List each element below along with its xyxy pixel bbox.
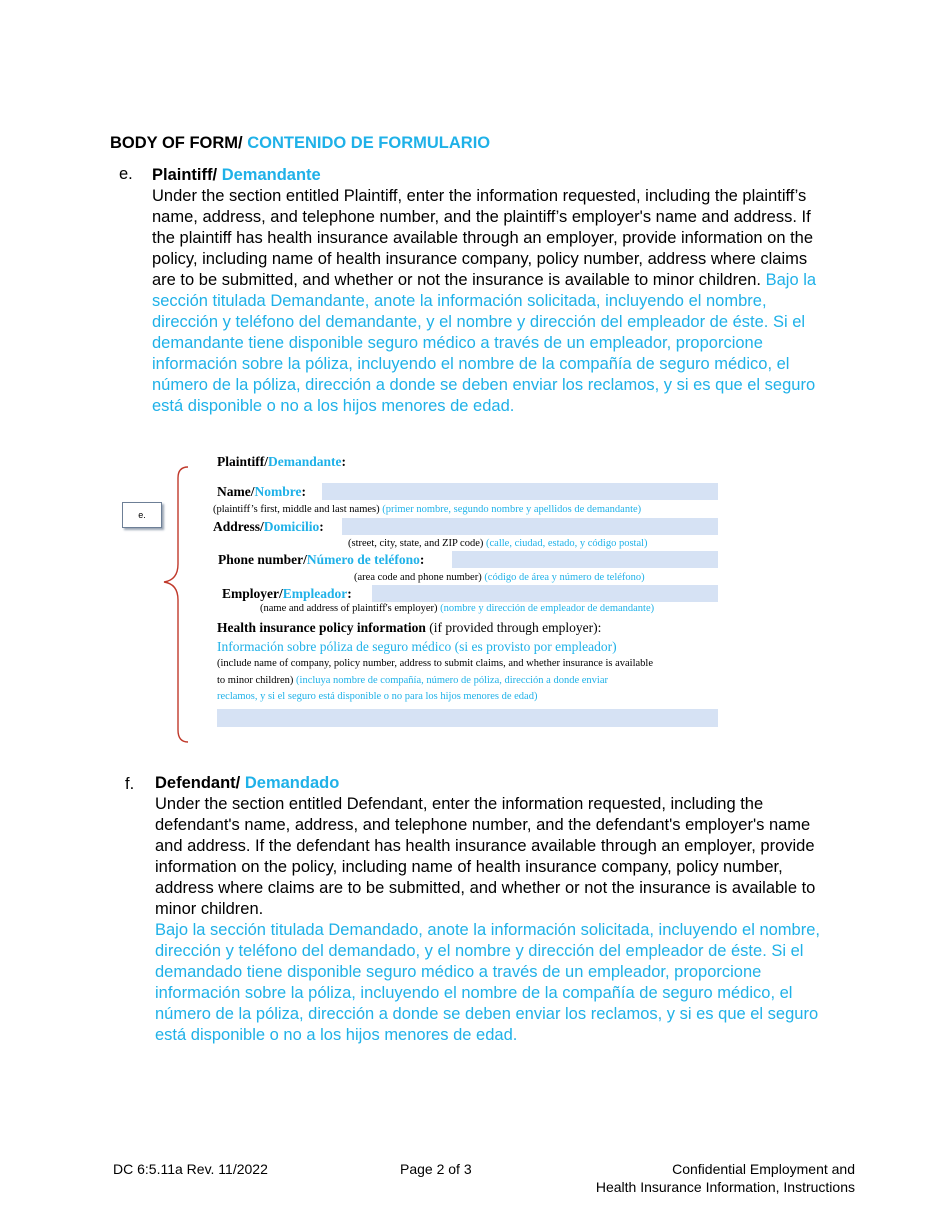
health-label-bold: Health insurance policy information [217,620,426,635]
address-field[interactable] [342,518,718,535]
address-hint-es: (calle, ciudad, estado, y código postal) [486,538,648,549]
address-hint [348,538,648,549]
footer-title [596,1160,855,1196]
health-hint-es-2: reclamos, y si el seguro está disponible o no para los hijos menores de edad) [217,691,538,702]
form-header [217,454,346,470]
health-field[interactable] [217,709,718,727]
employer-field[interactable] [372,585,718,602]
footer-title-line2: Health Insurance Information, Instructions [595,1179,855,1195]
item-e-body-es: Bajo la sección titulada Demandante, anote la información solicitada, incluyendo el nombre, dirección y teléfono del demandante, y el nombre y dirección del empleador de éste. Si el demandante tiene disponible seguro médico a través de un empleador, proporcione información sobre la póliza, incluyendo el nombre de la compañía de seguro médico, el número de la póliza, dirección a donde se deben enviar los reclamos, y si es que el seguro está disponible o no a los hijos menores de edad. [152,271,817,415]
employer-label: Employer/Empleador: [222,586,352,601]
item-f-heading-es: Demandado [244,774,340,792]
item-e-heading [152,165,824,186]
phone-label: Phone number/Número de teléfono: [218,552,425,567]
item-e-letter: e. [119,165,133,183]
health-hint-en-2: to minor children) [217,675,294,686]
item-f [155,773,827,1046]
name-hint-es: (primer nombre, segundo nombre y apellidos de demandante) [382,504,642,515]
item-f-heading-en: Defendant/ [155,774,241,792]
curly-brace-icon [160,464,194,744]
item-e-heading-es: Demandante [221,166,321,184]
section-title [110,134,490,153]
name-hint-en: (plaintiff’s first, middle and last names) [213,504,380,515]
name-hint [213,504,641,515]
name-field[interactable] [322,483,718,500]
form-header-es: Demandante [268,454,342,469]
footer-title-line1: Confidential Employment and [672,1161,855,1177]
address-label-es: Domicilio [263,519,320,534]
phone-label-es: Número de teléfono [306,552,420,567]
plaintiff-form-illustration [138,452,730,742]
item-e-body-en: Under the section entitled Plaintiff, enter the information requested, including the plaintiff’s name, address, and telephone number, and the plaintiff’s employer's name and address. If the plaintiff has health insurance available through an employer, provide information on the policy, including name of health insurance company, policy number, address where claims are to be submitted, and whether or not the insurance is available to minor children. [152,187,814,289]
footer-page-number: Page 2 of 3 [400,1161,472,1177]
address-label-en: Address/ [213,519,264,534]
item-f-letter: f. [125,775,135,793]
footer-form-id: DC 6:5.11a Rev. 11/2022 [113,1161,268,1177]
name-label: Name/Nombre: [217,484,306,499]
employer-hint-es: (nombre y dirección de empleador de demandante) [440,603,655,614]
item-e-heading-en: Plaintiff/ [152,166,218,184]
address-hint-en: (street, city, state, and ZIP code) [348,538,484,549]
employer-label-es: Empleador [282,586,348,601]
name-label-es: Nombre [254,484,302,499]
address-label: Address/Domicilio: [213,519,324,534]
item-f-heading [155,773,827,794]
health-hint-en-1: (include name of company, policy number, address to submit claims, and whether insurance is available [217,658,653,669]
employer-hint-en: (name and address of plaintiff's employer) [260,603,438,614]
phone-hint-en: (area code and phone number) [354,572,482,583]
employer-hint [260,603,654,614]
item-e [152,165,824,417]
form-header-colon: : [341,454,346,469]
callout-box-e: e. [122,502,162,528]
phone-field[interactable] [452,551,718,568]
section-title-es: CONTENIDO DE FORMULARIO [247,134,491,152]
health-hint-es-1: (incluya nombre de compañía, número de póliza, dirección a donde enviar [296,675,608,686]
section-title-en: BODY OF FORM/ [110,134,243,152]
phone-label-en: Phone number/ [218,552,307,567]
phone-hint [354,572,645,583]
health-label [217,620,601,636]
health-label-rest: (if provided through employer): [429,620,602,635]
health-hint-line-2 [217,675,608,686]
item-f-body-en: Under the section entitled Defendant, enter the information requested, including the defendant's name, address, and telephone number, and the defendant's employer's name and address. If the defendant has health insurance available through an employer, provide information on the policy, including name of health insurance company, policy number, address where claims are to be submitted, and whether or not the insurance is available to minor children. [155,795,816,918]
form-header-en: Plaintiff/ [217,454,268,469]
item-e-body [152,186,824,417]
health-label-es: Información sobre póliza de seguro médico (si es provisto por empleador) [217,639,617,654]
name-label-en: Name/ [217,484,255,499]
employer-label-en: Employer/ [222,586,283,601]
phone-hint-es: (código de área y número de teléfono) [484,572,645,583]
item-f-body-es: Bajo la sección titulada Demandado, anote la información solicitada, incluyendo el nombre, dirección y teléfono del demandado, y el nombre y dirección del empleador de éste. Si el demandado tiene disponible seguro médico a través de un empleador, proporcione información sobre la póliza, incluyendo el nombre de la compañía de seguro médico, el número de la póliza, dirección a donde se deben enviar los reclamos, y si es que el seguro está disponible o no a los hijos menores de edad. [155,921,820,1044]
